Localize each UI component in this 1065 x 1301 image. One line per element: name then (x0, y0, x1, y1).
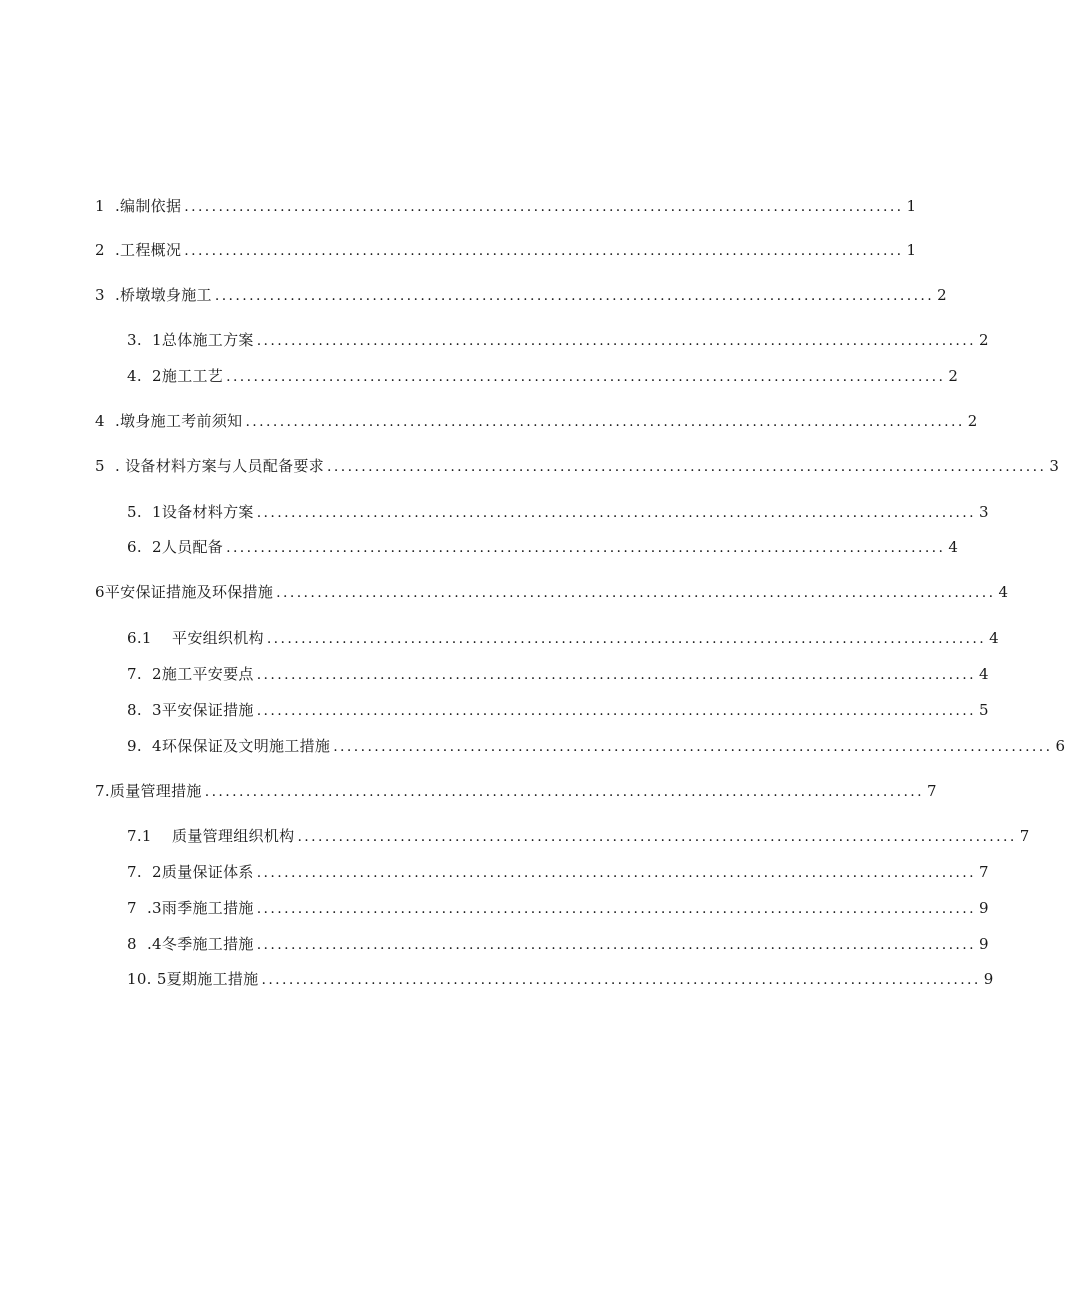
toc-page-number: 1 (906, 241, 917, 259)
toc-leader-dots: ......................................................................................................... (214, 288, 935, 304)
toc-leader-dots: ......................................................................................................... (256, 937, 976, 953)
toc-entry-7-5[interactable] (127, 967, 994, 991)
toc-entry-4[interactable] (95, 409, 978, 433)
toc-entry-title: 6.1 平安组织机构 (127, 629, 264, 647)
toc-entry-7-4[interactable] (127, 932, 989, 956)
toc-entry-5[interactable] (95, 454, 1059, 478)
toc-leader-dots: ......................................................................................................... (256, 901, 976, 917)
toc-page-number: 2 (937, 286, 947, 304)
toc-entry-6-4[interactable] (127, 734, 1065, 758)
toc-entry-5-1[interactable] (127, 500, 989, 524)
toc-entry-title: 7.1 质量管理组织机构 (127, 827, 295, 845)
toc-leader-dots: ......................................................................................................... (256, 505, 976, 521)
toc-page-number: 2 (978, 331, 989, 349)
toc-page-number: 7 (1019, 827, 1030, 845)
toc-page-number: 9 (978, 935, 989, 953)
toc-entry-title: 7 .3雨季施工措施 (127, 899, 254, 917)
toc-entry-title: 7. 2施工平安要点 (127, 665, 254, 683)
toc-entry-title: 4. 2施工工艺 (127, 367, 224, 385)
toc-leader-dots: ......................................................................................................... (245, 414, 965, 430)
toc-entry-6-1[interactable] (127, 626, 999, 650)
toc-entry-6-3[interactable] (127, 698, 989, 722)
toc-page-number: 7 (978, 863, 989, 881)
toc-page-number: 9 (978, 899, 989, 917)
toc-entry-title: 5. 1设备材料方案 (127, 503, 254, 521)
toc-entry-title: 7. 2质量保证体系 (127, 863, 254, 881)
toc-entry-title: 2 .工程概况 (95, 241, 182, 259)
toc-entry-6-2[interactable] (127, 662, 989, 686)
toc-entry-5-2[interactable] (127, 535, 958, 559)
toc-page-number: 4 (978, 665, 989, 683)
toc-page-number: 6 (1055, 737, 1065, 755)
toc-entry-7-2[interactable] (127, 860, 989, 884)
toc-leader-dots: ......................................................................................................... (184, 199, 904, 215)
toc-leader-dots: ......................................................................................................... (333, 739, 1053, 755)
toc-leader-dots: ......................................................................................................... (297, 829, 1017, 845)
toc-entry-3-1[interactable] (127, 328, 989, 352)
toc-leader-dots: ......................................................................................................... (276, 585, 996, 601)
toc-leader-dots: ......................................................................................................... (204, 784, 924, 800)
toc-entry-3-2[interactable] (127, 364, 958, 388)
toc-page-number: 5 (978, 701, 989, 719)
toc-entry-title: 6. 2人员配备 (127, 538, 224, 556)
toc-entry-title: 5 . 设备材料方案与人员配备要求 (95, 457, 325, 475)
toc-leader-dots: ......................................................................................................... (261, 972, 981, 988)
toc-page-number: 9 (983, 970, 994, 988)
toc-entry-title: 3 .桥墩墩身施工 (95, 286, 212, 304)
toc-page-number: 7 (927, 782, 937, 800)
toc-entry-title: 9. 4环保保证及文明施工措施 (127, 737, 331, 755)
toc-page-number: 2 (948, 367, 958, 385)
toc-entry-title: 8. 3平安保证措施 (127, 701, 254, 719)
toc-leader-dots: ......................................................................................................... (327, 459, 1047, 475)
toc-entry-1[interactable] (95, 194, 917, 218)
toc-leader-dots: ......................................................................................................... (226, 540, 946, 556)
toc-page-number: 4 (989, 629, 999, 647)
toc-entry-title: 7.质量管理措施 (95, 782, 202, 800)
toc-leader-dots: ......................................................................................................... (184, 243, 904, 259)
toc-entry-2[interactable] (95, 238, 917, 262)
toc-entry-7-3[interactable] (127, 896, 989, 920)
toc-page-number: 3 (978, 503, 989, 521)
toc-page-number: 1 (906, 197, 917, 215)
toc-page-number: 4 (998, 583, 1008, 601)
toc-entry-6[interactable] (95, 580, 1008, 604)
toc-leader-dots: ......................................................................................................... (256, 865, 976, 881)
toc-entry-7-1[interactable] (127, 824, 1030, 848)
toc-entry-title: 10. 5夏期施工措施 (127, 970, 259, 988)
toc-page-number: 3 (1049, 457, 1059, 475)
toc-entry-7[interactable] (95, 779, 937, 803)
toc-leader-dots: ......................................................................................................... (266, 631, 987, 647)
toc-entry-title: 4 .墩身施工考前须知 (95, 412, 243, 430)
toc-entry-title: 3. 1总体施工方案 (127, 331, 254, 349)
toc-entry-title: 8 .4冬季施工措施 (127, 935, 254, 953)
toc-entry-title: 6平安保证措施及环保措施 (95, 583, 274, 601)
toc-page-number: 4 (948, 538, 958, 556)
toc-leader-dots: ......................................................................................................... (256, 333, 976, 349)
toc-entry-3[interactable] (95, 283, 947, 307)
toc-leader-dots: ......................................................................................................... (256, 703, 976, 719)
toc-leader-dots: ......................................................................................................... (226, 369, 946, 385)
toc-leader-dots: ......................................................................................................... (256, 667, 976, 683)
toc-entry-title: 1 .编制依据 (95, 197, 182, 215)
toc-page-number: 2 (967, 412, 978, 430)
